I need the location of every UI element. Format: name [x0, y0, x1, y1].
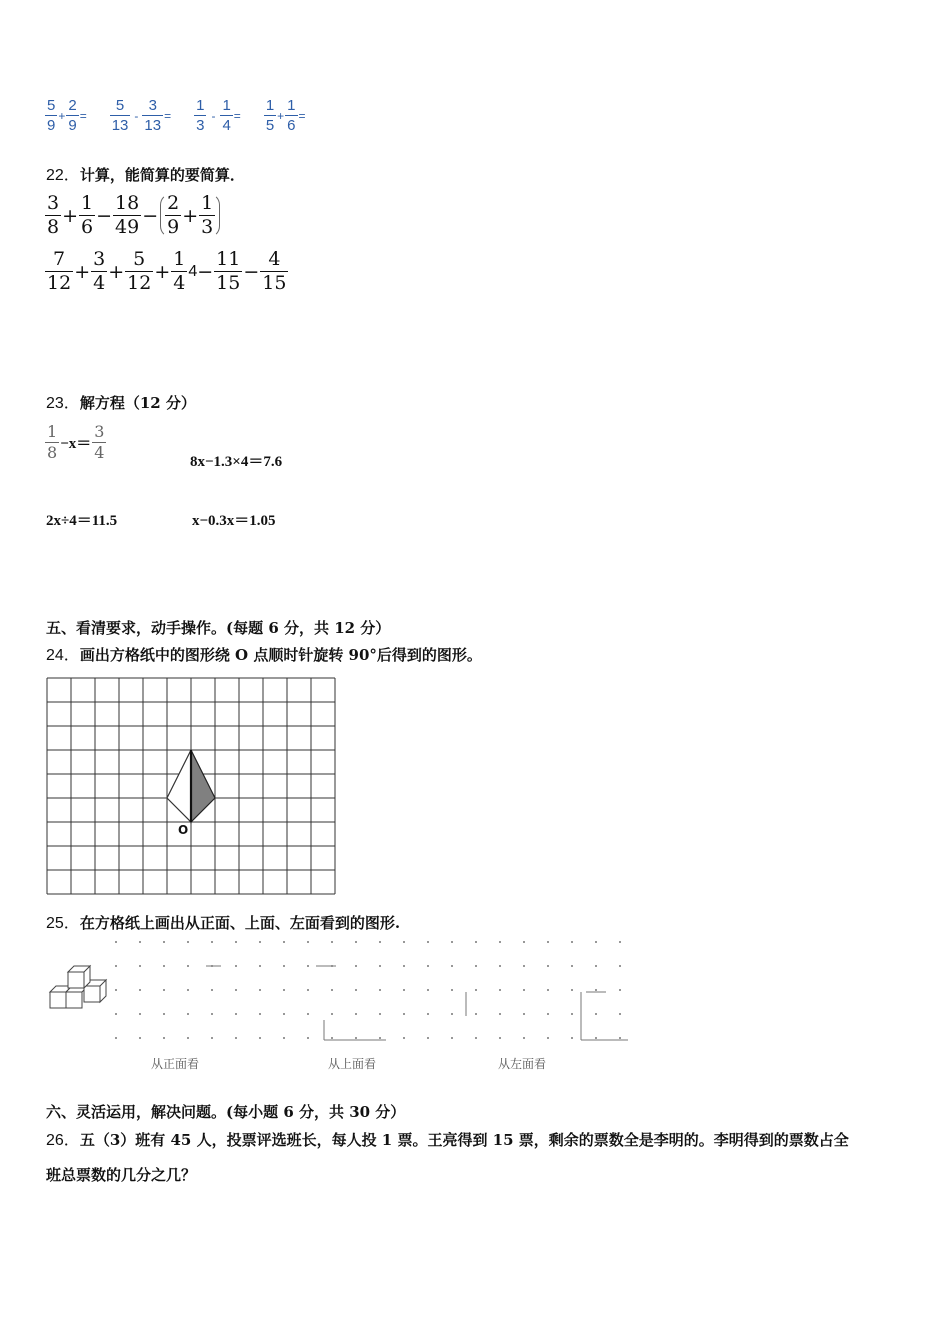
grid-dot — [187, 1013, 189, 1015]
grid-dot — [427, 989, 429, 991]
grid-dot — [115, 1013, 117, 1015]
grid-dot — [139, 1013, 141, 1015]
grid-dot — [523, 941, 525, 943]
grid-dot — [379, 965, 381, 967]
question-title: 解方程（12 分） — [79, 394, 196, 412]
fraction-row: $\frac{5}{9}$ + $\frac{2}{9}$ = $\frac{5}{13}$ - $\frac{3}{13}$ = $\frac{1}{3}$ - $\frac{1}{4}$ = $\frac{1}{5}$ + $\frac{1}{6}$ = — [47, 97, 306, 134]
grid-dot — [499, 1037, 501, 1039]
grid-dot — [187, 1037, 189, 1039]
rotation-grid — [45, 676, 339, 896]
fraction: $\frac{5}{12}$ — [127, 248, 152, 294]
q22-expression-2: $\frac{7}{12}$ + $\frac{3}{4}$ + $\frac{5}{12}$ + $\frac{1}{4}$ 4 − $\frac{11}{15}$ − $\frac{4}{15}$ — [47, 248, 287, 294]
grid-dot — [475, 989, 477, 991]
grid-dot — [451, 965, 453, 967]
shape-left-half — [167, 750, 191, 822]
grid-dot — [307, 941, 309, 943]
question-number: 25． — [46, 915, 80, 932]
grid-dot — [379, 1037, 381, 1039]
fraction: $\frac{1}{6}$ — [287, 97, 296, 134]
grid-dot — [403, 1037, 405, 1039]
grid-dot — [427, 965, 429, 967]
grid-dot — [259, 1013, 261, 1015]
grid-dot — [355, 965, 357, 967]
grid-dot — [427, 1037, 429, 1039]
grid-dot — [115, 989, 117, 991]
q23-equation-2: 8x−1.3×4＝7.6 — [190, 454, 283, 470]
grid-dot — [619, 941, 621, 943]
grid-dot — [187, 965, 189, 967]
grid-dot — [547, 941, 549, 943]
fraction: $\frac{1}{3}$ — [201, 192, 214, 238]
grid-dot — [571, 989, 573, 991]
grid-dot — [259, 941, 261, 943]
dotted-grid — [115, 941, 621, 1039]
grid-dot — [475, 1013, 477, 1015]
grid-dot — [379, 1013, 381, 1015]
grid-dot — [523, 1013, 525, 1015]
section-6-title: 六、灵活运用，解决问题。(每小题 6 分，共 30 分） — [46, 1103, 406, 1121]
grid-dot — [595, 989, 597, 991]
question-24-heading — [46, 642, 482, 665]
caption-front-view: 从正面看 — [151, 1057, 200, 1071]
grid-dot — [571, 965, 573, 967]
grid-dot — [211, 1037, 213, 1039]
grid-dot — [451, 989, 453, 991]
question-text-line-2: 班总票数的几分之几？ — [46, 1166, 197, 1184]
grid-dot — [547, 989, 549, 991]
grid-dot — [211, 1013, 213, 1015]
grid-dot — [619, 965, 621, 967]
grid-dot — [115, 965, 117, 967]
grid-marks — [206, 966, 628, 1040]
grid-dot — [235, 965, 237, 967]
grid-dot — [307, 989, 309, 991]
fraction: $\frac{1}{3}$ — [196, 97, 205, 134]
grid-dot — [499, 989, 501, 991]
q23-equation-4: x−0.3x＝1.05 — [192, 513, 276, 529]
grid-dot — [235, 1037, 237, 1039]
grid-dot — [235, 989, 237, 991]
grid-dot — [307, 1013, 309, 1015]
grid-dot — [259, 965, 261, 967]
grid-dot — [595, 1037, 597, 1039]
grid-dot — [211, 941, 213, 943]
grid-dot — [355, 1013, 357, 1015]
grid-dot — [163, 941, 165, 943]
grid-dot — [451, 1037, 453, 1039]
caption-left-view: 从左面看 — [498, 1057, 547, 1071]
fraction: $\frac{1}{6}$ — [81, 192, 94, 238]
fraction: $\frac{4}{15}$ — [262, 248, 287, 294]
question-26 — [46, 1127, 916, 1150]
grid-dot — [427, 1013, 429, 1015]
grid-dot — [163, 1037, 165, 1039]
grid-dot — [139, 1037, 141, 1039]
grid-dot — [235, 1013, 237, 1015]
question-number: 26． — [46, 1132, 80, 1149]
q23-equation-3: 2x÷4＝11.5 — [46, 513, 118, 529]
fraction: $\frac{5}{9}$ — [47, 97, 56, 134]
grid-dot — [499, 1013, 501, 1015]
grid-dot — [163, 1013, 165, 1015]
grid-dot — [331, 1013, 333, 1015]
grid-dot — [499, 941, 501, 943]
question-number: 23． — [46, 395, 80, 412]
grid-dot — [307, 965, 309, 967]
grid-dot — [139, 989, 141, 991]
grid-dot — [523, 989, 525, 991]
grid-dot — [187, 941, 189, 943]
grid-dot — [211, 989, 213, 991]
grid-dot — [259, 989, 261, 991]
fraction: $\frac{5}{13}$ — [111, 97, 129, 134]
grid-dot — [547, 1013, 549, 1015]
grid-dot — [283, 989, 285, 991]
grid-dot — [571, 941, 573, 943]
grid-dot — [139, 965, 141, 967]
question-title: 计算，能简算的要简算． — [79, 166, 245, 184]
views-figure — [46, 936, 636, 1076]
question-23-heading — [46, 390, 196, 413]
question-number: 22． — [46, 167, 80, 184]
grid-dot — [403, 989, 405, 991]
grid-dot — [139, 941, 141, 943]
q23-equation-1: $\frac{1}{8}$ −x＝ $\frac{3}{4}$ — [47, 422, 105, 462]
grid-dot — [355, 1037, 357, 1039]
fraction: $\frac{7}{12}$ — [47, 248, 72, 294]
grid-dot — [403, 1013, 405, 1015]
question-text-line-1: 五（3）班有 45 人，投票评选班长，每人投 1 票。王亮得到 15 票，剩余的票数全是李明的。李明得到的票数占全 — [79, 1131, 849, 1149]
fraction: $\frac{1}{5}$ — [265, 97, 275, 134]
fraction: $\frac{3}{8}$ — [47, 192, 60, 238]
fraction: $\frac{3}{4}$ — [94, 422, 105, 462]
shape-right-half-shaded — [191, 750, 215, 822]
fraction: $\frac{1}{4}$ — [222, 97, 231, 134]
grid-dot — [259, 1037, 261, 1039]
grid-dot — [403, 941, 405, 943]
point-o-label: O — [178, 823, 189, 837]
section-5-title: 五、看清要求，动手操作。(每题 6 分，共 12 分） — [46, 619, 391, 637]
grid-dot — [619, 1013, 621, 1015]
grid-dot — [475, 941, 477, 943]
grid-dot — [283, 1013, 285, 1015]
grid-dot — [427, 941, 429, 943]
question-22-heading — [46, 162, 245, 185]
grid-dot — [283, 965, 285, 967]
cube-stack-icon — [50, 966, 106, 1008]
grid-dot — [547, 965, 549, 967]
grid-dot — [379, 989, 381, 991]
grid-dot — [451, 1013, 453, 1015]
fraction: $\frac{2}{9}$ — [167, 192, 180, 238]
grid-dot — [331, 989, 333, 991]
grid-dot — [379, 941, 381, 943]
grid-dot — [235, 941, 237, 943]
grid-dot — [571, 1037, 573, 1039]
grid-dot — [283, 941, 285, 943]
grid-dot — [115, 941, 117, 943]
grid-dot — [331, 1037, 333, 1039]
grid-dot — [115, 1037, 117, 1039]
grid-dot — [619, 1037, 621, 1039]
question-25-heading — [46, 910, 400, 933]
fraction: $\frac{1}{4}$ — [173, 248, 186, 294]
grid-dot — [187, 989, 189, 991]
q22-expression-1: $\frac{3}{8}$ + $\frac{1}{6}$ − $\frac{18}{49}$ − $\frac{2}{9}$ + $\frac{1}{3}$ — [44, 193, 222, 238]
grid-dot — [283, 1037, 285, 1039]
grid-dot — [307, 1037, 309, 1039]
grid-dot — [163, 965, 165, 967]
question-number: 24． — [46, 647, 80, 664]
grid-dot — [571, 1013, 573, 1015]
grid-dot — [331, 941, 333, 943]
grid-dot — [547, 1037, 549, 1039]
grid-dot — [475, 1037, 477, 1039]
grid-dot — [619, 989, 621, 991]
grid-dot — [595, 941, 597, 943]
caption-top-view: 从上面看 — [328, 1057, 377, 1071]
grid-dot — [595, 1013, 597, 1015]
grid-dot — [595, 965, 597, 967]
grid-dot — [403, 965, 405, 967]
parenthesis-group: $\frac{2}{9}$ + $\frac{1}{3}$ — [160, 193, 220, 238]
grid-dot — [163, 989, 165, 991]
grid-dot — [523, 965, 525, 967]
grid-dot — [475, 965, 477, 967]
fraction: $\frac{11}{15}$ — [216, 248, 241, 294]
grid-dot — [451, 941, 453, 943]
grid-dot — [355, 941, 357, 943]
grid-dot — [499, 965, 501, 967]
fraction: $\frac{3}{13}$ — [144, 97, 162, 134]
question-title: 在方格纸上画出从正面、上面、左面看到的图形. — [79, 914, 401, 932]
fraction: $\frac{2}{9}$ — [68, 97, 77, 134]
grid-dot — [523, 1037, 525, 1039]
fraction: $\frac{18}{49}$ — [115, 192, 140, 238]
fraction: $\frac{1}{8}$ — [47, 422, 58, 462]
fraction: $\frac{3}{4}$ — [93, 248, 106, 294]
question-title: 画出方格纸中的图形绕 O 点顺时针旋转 90°后得到的图形。 — [79, 646, 482, 664]
grid-dot — [355, 989, 357, 991]
